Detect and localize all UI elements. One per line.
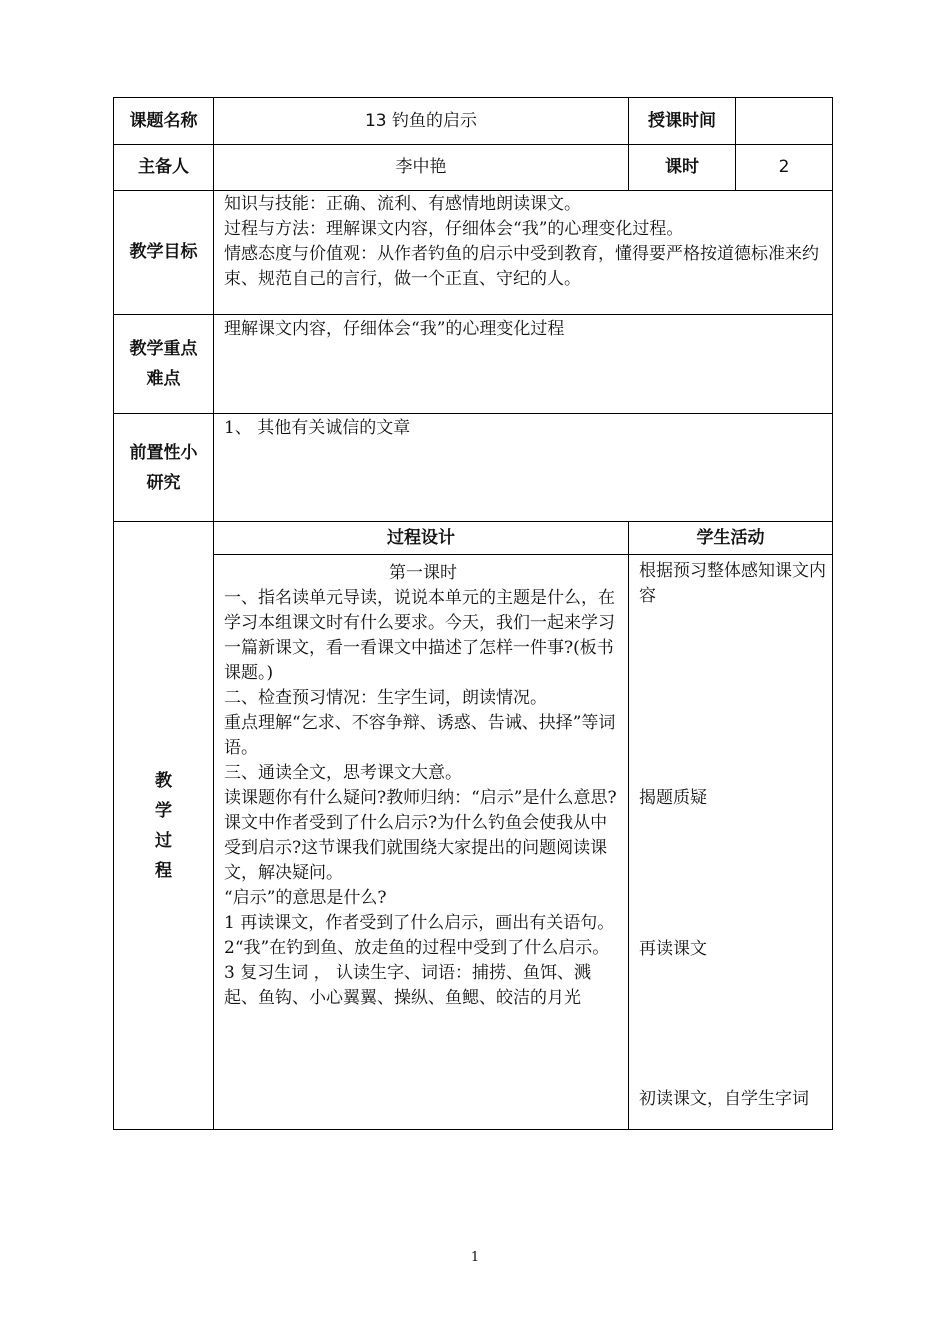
activity-4: 初读课文，自学生字词	[639, 1089, 809, 1109]
keypoints-content: 理解课文内容，仔细体会“我”的心理变化过程	[214, 315, 833, 414]
lesson-plan-table	[113, 97, 833, 1130]
class-hours-value: 2	[736, 145, 833, 191]
class-hours-label: 课时	[629, 145, 736, 191]
page-number: 1	[470, 1250, 480, 1265]
keypoints-label-line2: 难点	[146, 369, 181, 389]
row-process-header	[114, 522, 833, 555]
goals-method: 过程与方法：理解课文内容，仔细体会“我”的心理变化过程。	[224, 219, 684, 239]
design-step-7: 1 再读课文，作者受到了什么启示，画出有关语句。	[224, 913, 615, 933]
activity-1: 根据预习整体感知课文内容	[639, 561, 826, 606]
row-process-body	[114, 555, 833, 1130]
design-step-1: 一、指名读单元导读，说说本单元的主题是什么，在学习本组课文时有什么要求。今天，我们一起来学习一篇新课文，看一看课文中描述了怎样一件事?(板书课题。)	[224, 588, 615, 683]
design-header: 过程设计	[214, 522, 629, 555]
design-step-5: 读课题你有什么疑问?教师归纳：“启示”是什么意思?课文中作者受到了什么启示?为什么钓鱼会使我从中受到启示?这节课我们就围绕大家提出的问题阅读课文，解决疑问。	[224, 788, 617, 883]
keypoints-label-line1: 教学重点	[129, 339, 198, 359]
row-keypoints	[114, 315, 833, 414]
process-label	[114, 522, 214, 1130]
activity-2: 揭题质疑	[639, 788, 707, 808]
goals-content	[214, 191, 833, 315]
process-label-char2: 学	[155, 800, 172, 821]
lesson-title: 第一课时	[389, 563, 457, 583]
design-step-2: 二、检查预习情况：生字生词，朗读情况。	[224, 688, 547, 708]
goals-knowledge: 知识与技能：正确、流利、有感情地朗读课文。	[224, 194, 581, 214]
activity-content	[629, 555, 833, 1130]
process-label-char3: 过	[155, 830, 172, 851]
activity-3: 再读课文	[639, 939, 707, 959]
goals-attitude: 情感态度与价值观：从作者钓鱼的启示中受到教育，懂得要严格按道德标准来约束、规范自己的言行，做一个正直、守纪的人。	[224, 244, 819, 289]
design-step-3: 重点理解“乞求、不容争辩、诱惑、告诫、抉择”等词语。	[224, 713, 616, 758]
research-label	[114, 414, 214, 522]
design-step-9: 3 复习生词 ， 认读生字、词语：捕捞、鱼饵、溅起、鱼钩、小心翼翼、操纵、鱼鳃、皎洁的月光	[224, 963, 592, 1008]
design-step-8: 2“我”在钓到鱼、放走鱼的过程中受到了什么启示。	[224, 938, 610, 958]
class-time-label: 授课时间	[629, 98, 736, 145]
keypoints-label	[114, 315, 214, 414]
design-step-6: “启示”的意思是什么?	[224, 888, 387, 908]
class-time-value	[736, 98, 833, 145]
goals-label: 教学目标	[114, 191, 214, 315]
row-research	[114, 414, 833, 522]
row-preparer	[114, 145, 833, 191]
research-label-line2: 研究	[146, 472, 181, 493]
activity-header: 学生活动	[629, 522, 833, 555]
preparer-value: 李中艳	[214, 145, 629, 191]
process-label-char4: 程	[155, 860, 172, 881]
topic-value: 13 钓鱼的启示	[214, 98, 629, 145]
preparer-label: 主备人	[114, 145, 214, 191]
topic-label: 课题名称	[114, 98, 214, 145]
design-content	[214, 555, 629, 1130]
process-label-char1: 教	[155, 770, 172, 791]
row-goals	[114, 191, 833, 315]
design-step-4: 三、通读全文，思考课文大意。	[224, 763, 462, 783]
row-topic	[114, 98, 833, 145]
research-label-line1: 前置性小	[129, 442, 198, 463]
research-content: 1、 其他有关诚信的文章	[214, 414, 833, 522]
